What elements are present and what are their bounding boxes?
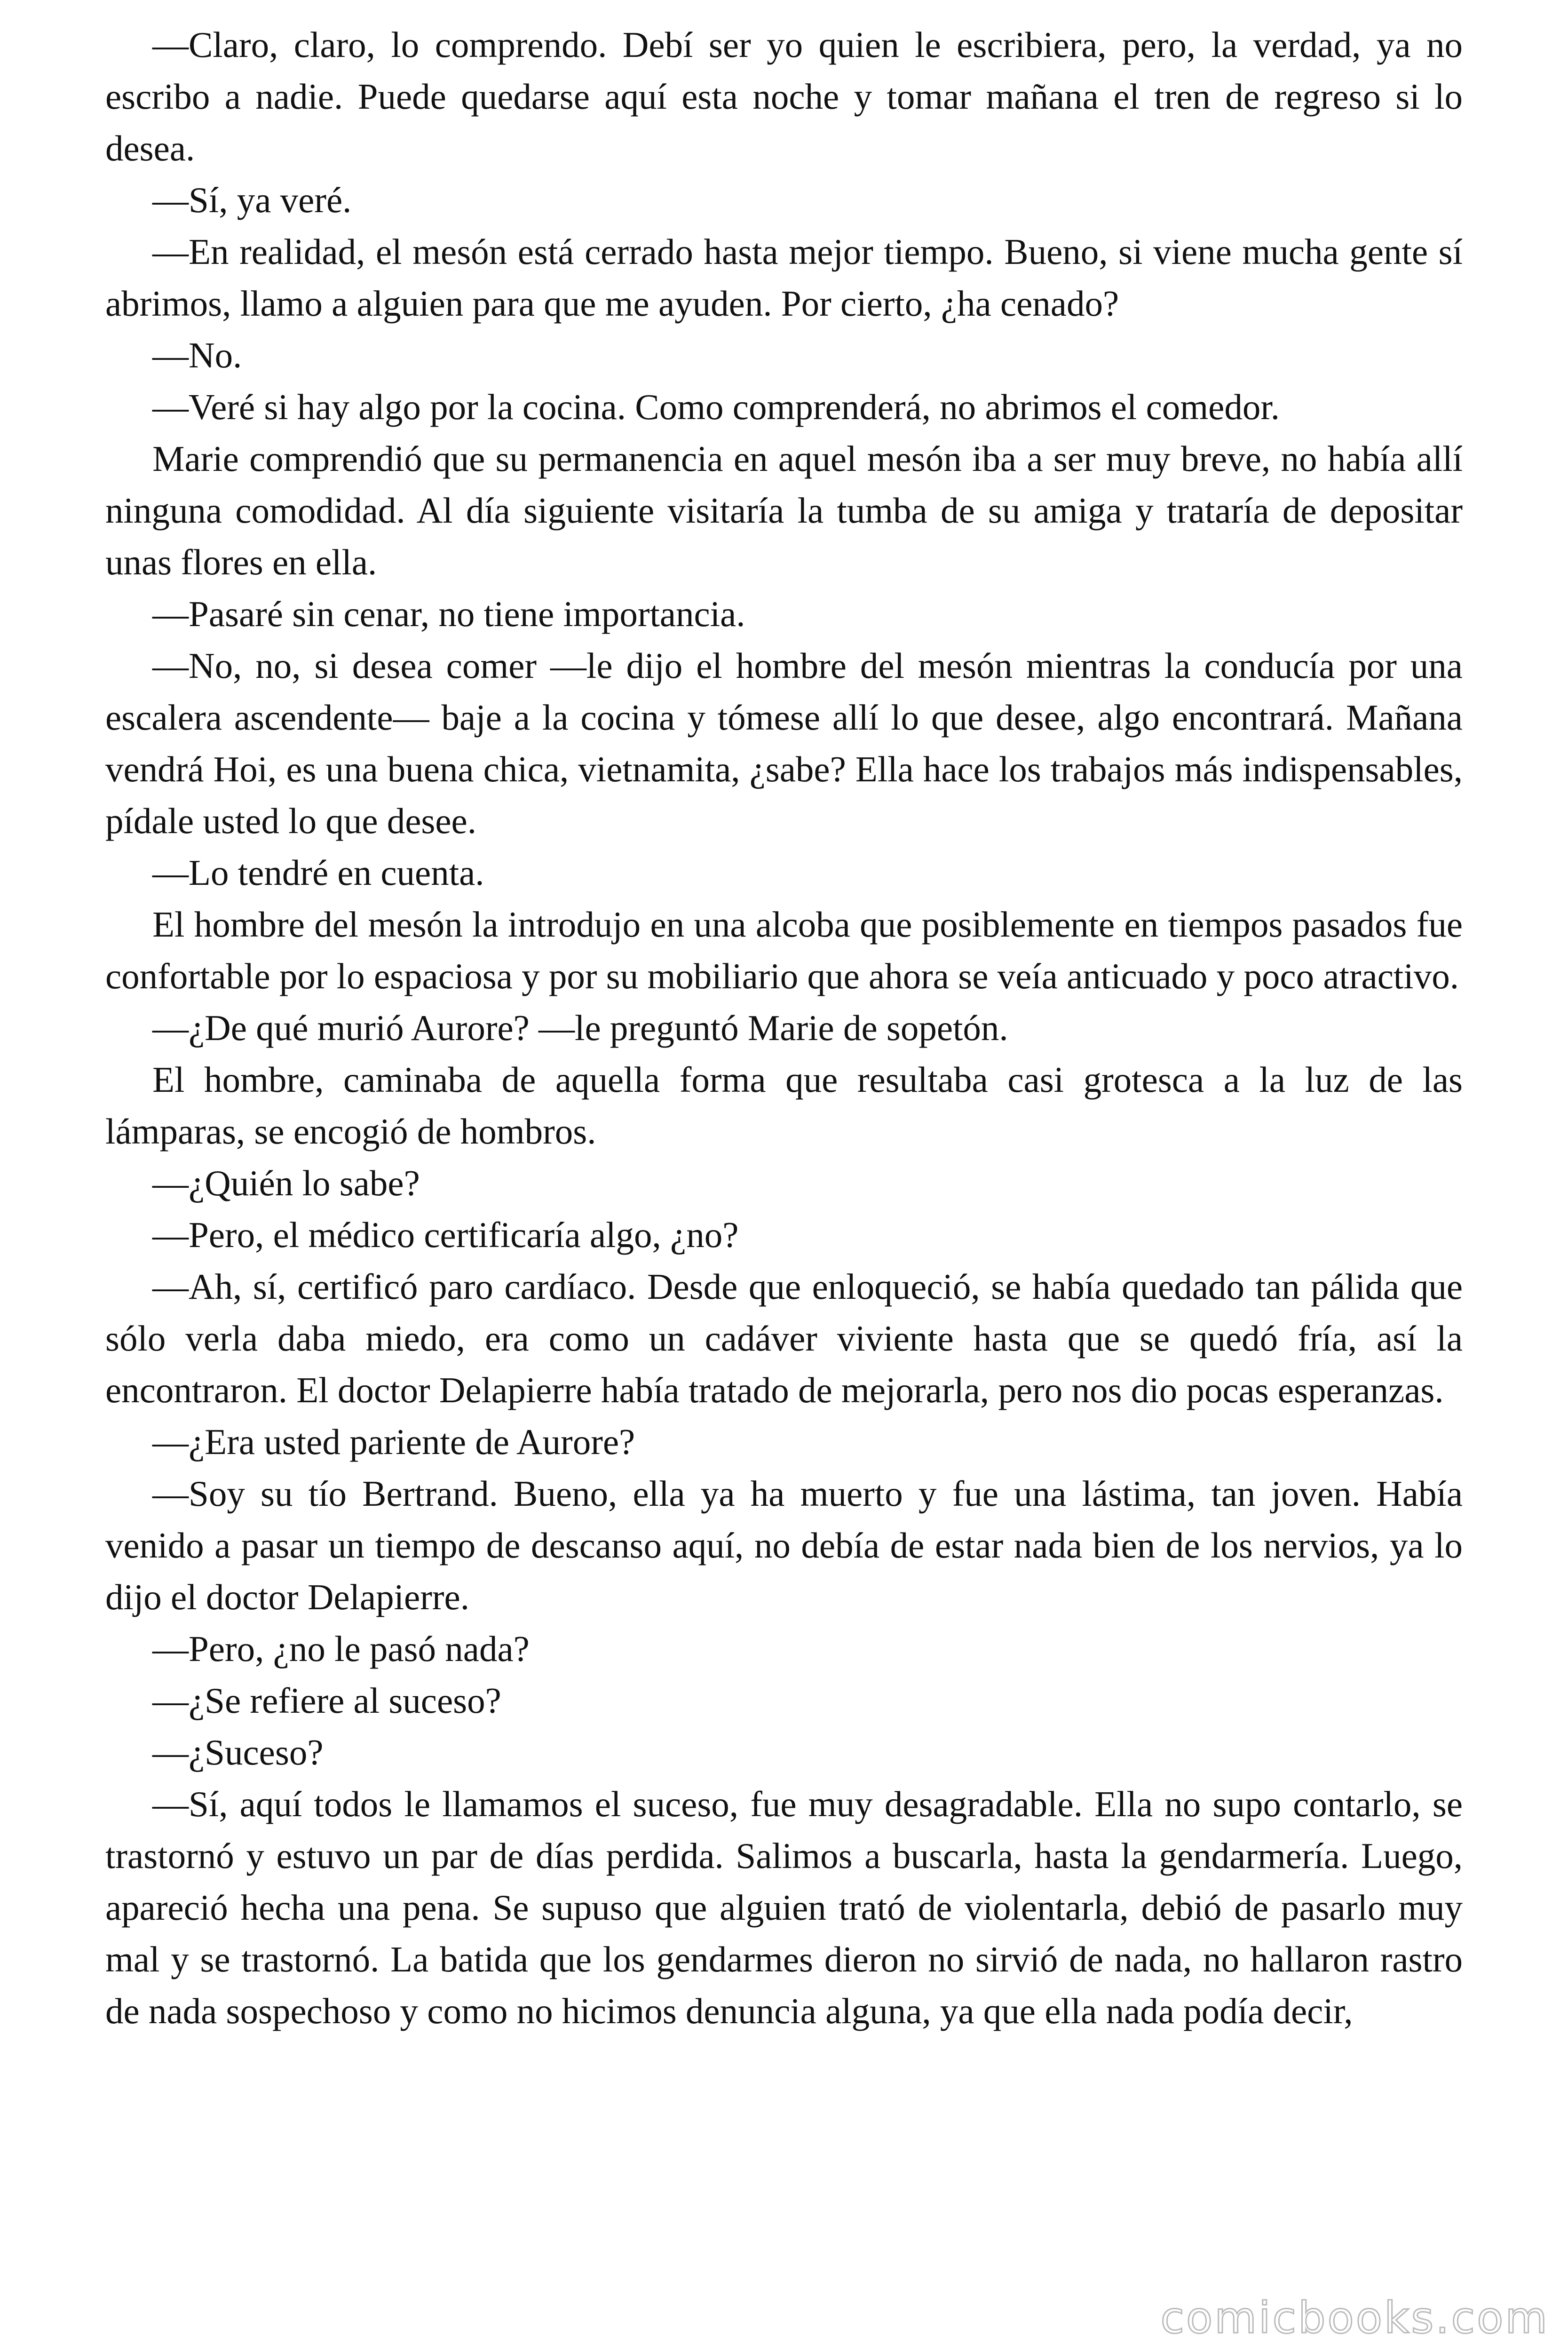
paragraph: —¿De qué murió Aurore? —le preguntó Marie de sopetón. — [152, 1008, 1008, 1048]
paragraph: —Claro, claro, lo comprendo. Debí ser yo quien le escribiera, pero, la verdad, ya no escribo a nadie. Puede quedarse aquí esta noche y tomar mañana el tren de regreso si lo desea. — [105, 24, 1463, 168]
paragraph: —¿Era usted pariente de Aurore? — [152, 1422, 635, 1462]
book-page-text — [105, 19, 1463, 2037]
paragraph: —Sí, ya veré. — [152, 180, 352, 220]
paragraph: —¿Suceso? — [152, 1732, 324, 1772]
paragraph: —En realidad, el mesón está cerrado hasta mejor tiempo. Bueno, si viene mucha gente sí abrimos, llamo a alguien para que me ayuden. Por cierto, ¿ha cenado? — [105, 231, 1463, 324]
paragraph: —No. — [152, 335, 242, 375]
paragraph: —Veré si hay algo por la cocina. Como comprenderá, no abrimos el comedor. — [152, 387, 1280, 427]
paragraph: —Pero, el médico certificaría algo, ¿no? — [152, 1215, 739, 1255]
paragraph: —No, no, si desea comer —le dijo el hombre del mesón mientras la conducía por una escalera ascendente— baje a la cocina y tómese allí lo que desee, algo encontrará. Mañana vendrá Hoi, es una buena chica, vietnamita, ¿sabe? Ella hace los trabajos más indispensables, pídale usted lo que desee. — [105, 645, 1463, 841]
paragraph: —Pero, ¿no le pasó nada? — [152, 1629, 530, 1669]
paragraph: Marie comprendió que su permanencia en aquel mesón iba a ser muy breve, no había allí ninguna comodidad. Al día siguiente visitaría la tumba de su amiga y trataría de depositar unas flores en ella. — [105, 438, 1463, 582]
paragraph: —Lo tendré en cuenta. — [152, 852, 484, 893]
paragraph: —¿Quién lo sabe? — [152, 1163, 420, 1203]
watermark: comicbooks.com — [1160, 2293, 1549, 2343]
paragraph: —Ah, sí, certificó paro cardíaco. Desde que enloqueció, se había quedado tan pálida que sólo verla daba miedo, era como un cadáver viviente hasta que se quedó fría, así la encontraron. El doctor Delapierre había tratado de mejorarla, pero nos dio pocas esperanzas. — [105, 1266, 1463, 1410]
paragraph: El hombre, caminaba de aquella forma que resultaba casi grotesca a la luz de las lámparas, se encogió de hombros. — [105, 1059, 1463, 1152]
paragraph: —Sí, aquí todos le llamamos el suceso, fue muy desagradable. Ella no supo contarlo, se trastornó y estuvo un par de días perdida. Salimos a buscarla, hasta la gendarmería. Luego, apareció hecha una pena. Se supuso que alguien trató de violentarla, debió de pasarlo muy mal y se trastornó. La batida que los gendarmes dieron no sirvió de nada, no hallaron rastro de nada sospechoso y como no hicimos denuncia alguna, ya que ella nada podía decir, — [105, 1784, 1463, 2031]
paragraph: —Soy su tío Bertrand. Bueno, ella ya ha muerto y fue una lástima, tan joven. Había venido a pasar un tiempo de descanso aquí, no debía de estar nada bien de los nervios, ya lo dijo el doctor Delapierre. — [105, 1473, 1463, 1617]
paragraph: —¿Se refiere al suceso? — [152, 1680, 501, 1721]
paragraph: —Pasaré sin cenar, no tiene importancia. — [152, 594, 745, 634]
paragraph: El hombre del mesón la introdujo en una alcoba que posiblemente en tiempos pasados fue confortable por lo espaciosa y por su mobiliario que ahora se veía anticuado y poco atractivo. — [105, 904, 1463, 996]
